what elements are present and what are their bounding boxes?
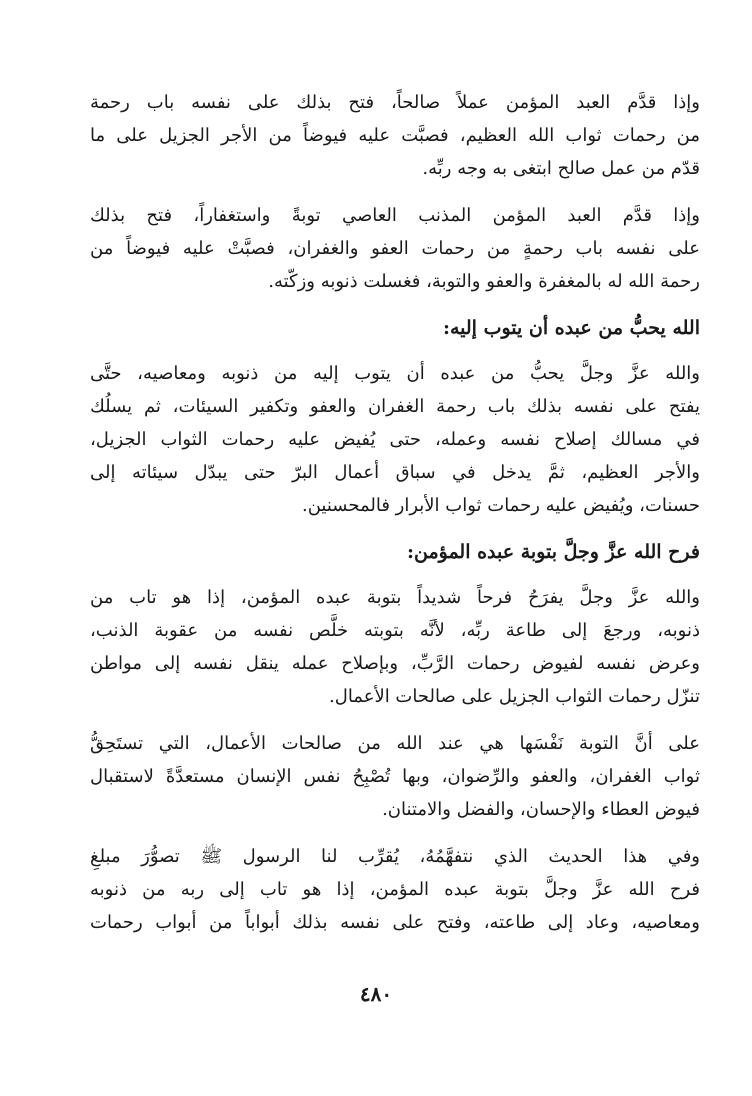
page-body [90,86,700,953]
section-heading-1: الله يحبُّ من عبده أن يتوب إليه: [442,317,700,339]
paragraph-3 [90,357,700,522]
paragraph-1 [90,86,700,185]
text-line: وفي هذا الحديث الذي نتفهَّمُهُ، يُقرِّب لنا الرسول ﷺ تصوُّرَ مبلغِ [90,846,700,867]
text-line: والله عزَّ وجلَّ يحبُّ من عبده أن يتوب إليه من ذنوبه ومعاصيه، حتَّى [90,363,700,384]
text-line: وإذا قدَّم العبد المؤمن المذنب العاصي توبةً واستغفاراً، فتح بذلك [90,205,700,226]
text-line: على أنَّ التوبة نَفْسَها هي عند الله من صالحات الأعمال، التي تستَحِقُّ [90,733,700,754]
paragraph-2 [90,199,700,298]
text-line: رحمة الله له بالمغفرة والعفو والتوبة، فغسلت ذنوبه وزكّته. [268,271,700,292]
text-line: ومعاصيه، وعاد إلى طاعته، وفتح على نفسه بذلك أبواباً من أبواب رحمات [90,912,700,933]
text-line: والأجر العظيم، ثمَّ يدخل في سباق أعمال البرّ حتى يبدّل سيئاته إلى [90,462,700,483]
page-number: ٤٨٠ [359,982,393,1006]
text-line: وإذا قدَّم العبد المؤمن عملاً صالحاً، فتح بذلك على نفسه باب رحمة [90,92,700,113]
text-line: تنزّل رحمات الثواب الجزيل على صالحات الأعمال. [329,686,700,707]
text-line: حسنات، ويُفيض عليه رحمات ثواب الأبرار فالمحسنين. [301,495,700,516]
paragraph-4 [90,581,700,713]
text-line: من رحمات ثواب الله العظيم، فصبَّت عليه فيوضاً من الأجر الجزيل على ما [90,125,700,146]
text-line: قدّم من عمل صالح ابتغى به وجه ربِّه. [422,158,700,179]
text-line: فرح الله عزَّ وجلَّ بتوبة عبده المؤمن، إذا هو تاب إلى ربه من ذنوبه [90,879,700,900]
text-line: فيوض العطاء والإحسان، والفضل والامتنان. [382,799,700,820]
text-line: يفتح على نفسه بذلك باب رحمة الغفران والعفو وتكفير السيئات، ثم يسلُك [90,396,700,417]
section-heading-2: فرح الله عزَّ وجلَّ بتوبة عبده المؤمن: [406,541,700,563]
paragraph-5 [90,727,700,826]
text-line: ذنوبه، ورجعَ إلى طاعة ربِّه، لأنَّه بتوبته خلَّص نفسه من عقوبة الذنب، [90,620,700,641]
text-line: على نفسه باب رحمةٍ من رحمات العفو والغفران، فصبَّتْ عليه فيوضاً من [90,238,700,259]
text-line: ثواب الغفران، والعفو والرِّضوان، وبها تُصْبِحُ نفس الإنسان مستعدَّةً لاستقبال [90,766,700,787]
paragraph-6 [90,840,700,939]
text-line: والله عزَّ وجلَّ يفرَحُ فرحاً شديداً بتوبة عبده المؤمن، إذا هو تاب من [90,587,700,608]
text-line: في مسالك إصلاح نفسه وعمله، حتى يُفيض عليه رحمات الثواب الجزيل، [90,429,700,450]
text-line: وعرض نفسه لفيوض رحمات الرَّبِّ، وبإصلاح عمله ينقل نفسه إلى مواطن [90,653,700,674]
